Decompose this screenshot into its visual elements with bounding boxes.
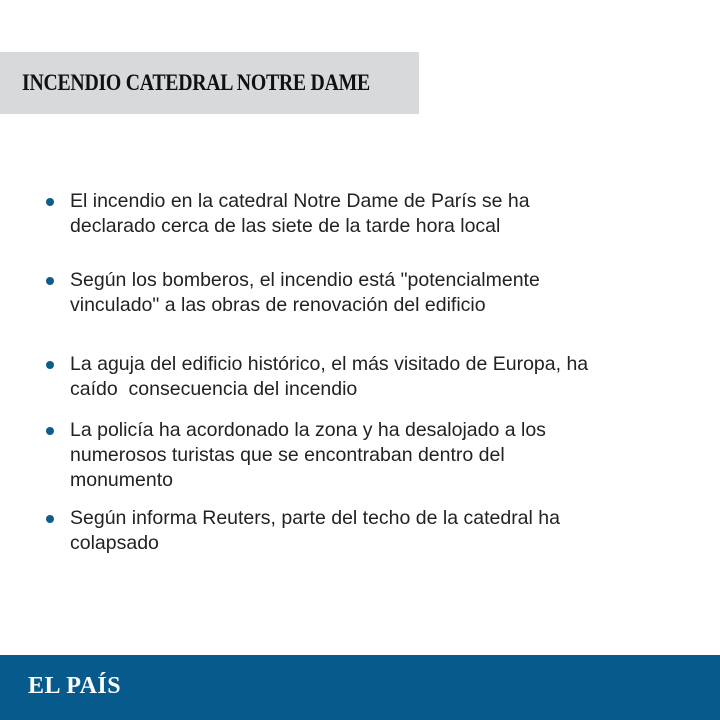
bullet-text	[70, 268, 670, 318]
bullet-dot-icon	[46, 198, 54, 206]
footer-bar	[0, 655, 720, 720]
page-title: INCENDIO CATEDRAL NOTRE DAME	[22, 70, 370, 95]
bullet-text	[70, 352, 670, 402]
bullet-text	[70, 418, 670, 493]
bullet-line: colapsado	[70, 532, 159, 554]
bullet-dot-icon	[46, 515, 54, 523]
bullet-line: El incendio en la catedral Notre Dame de París se ha	[70, 190, 530, 212]
bullet-line: Según informa Reuters, parte del techo de la catedral ha	[70, 507, 560, 529]
bullet-line: vinculado" a las obras de renovación del edificio	[70, 294, 486, 316]
bullet-line: caído consecuencia del incendio	[70, 378, 358, 400]
bullet-dot-icon	[46, 277, 54, 285]
bullet-line: declarado cerca de las siete de la tarde hora local	[70, 215, 501, 237]
bullet-text	[70, 189, 670, 239]
bullet-line: Según los bomberos, el incendio está "potencialmente	[70, 269, 540, 291]
el-pais-logo: EL PAÍS	[28, 673, 122, 699]
bullet-line: La aguja del edificio histórico, el más visitado de Europa, ha	[70, 353, 589, 375]
bullet-line: numerosos turistas que se encontraban dentro del	[70, 444, 505, 466]
bullet-dot-icon	[46, 427, 54, 435]
bullet-text	[70, 506, 670, 556]
bullet-line: monumento	[70, 469, 173, 491]
bullet-line: La policía ha acordonado la zona y ha desalojado a los	[70, 419, 546, 441]
bullet-dot-icon	[46, 361, 54, 369]
